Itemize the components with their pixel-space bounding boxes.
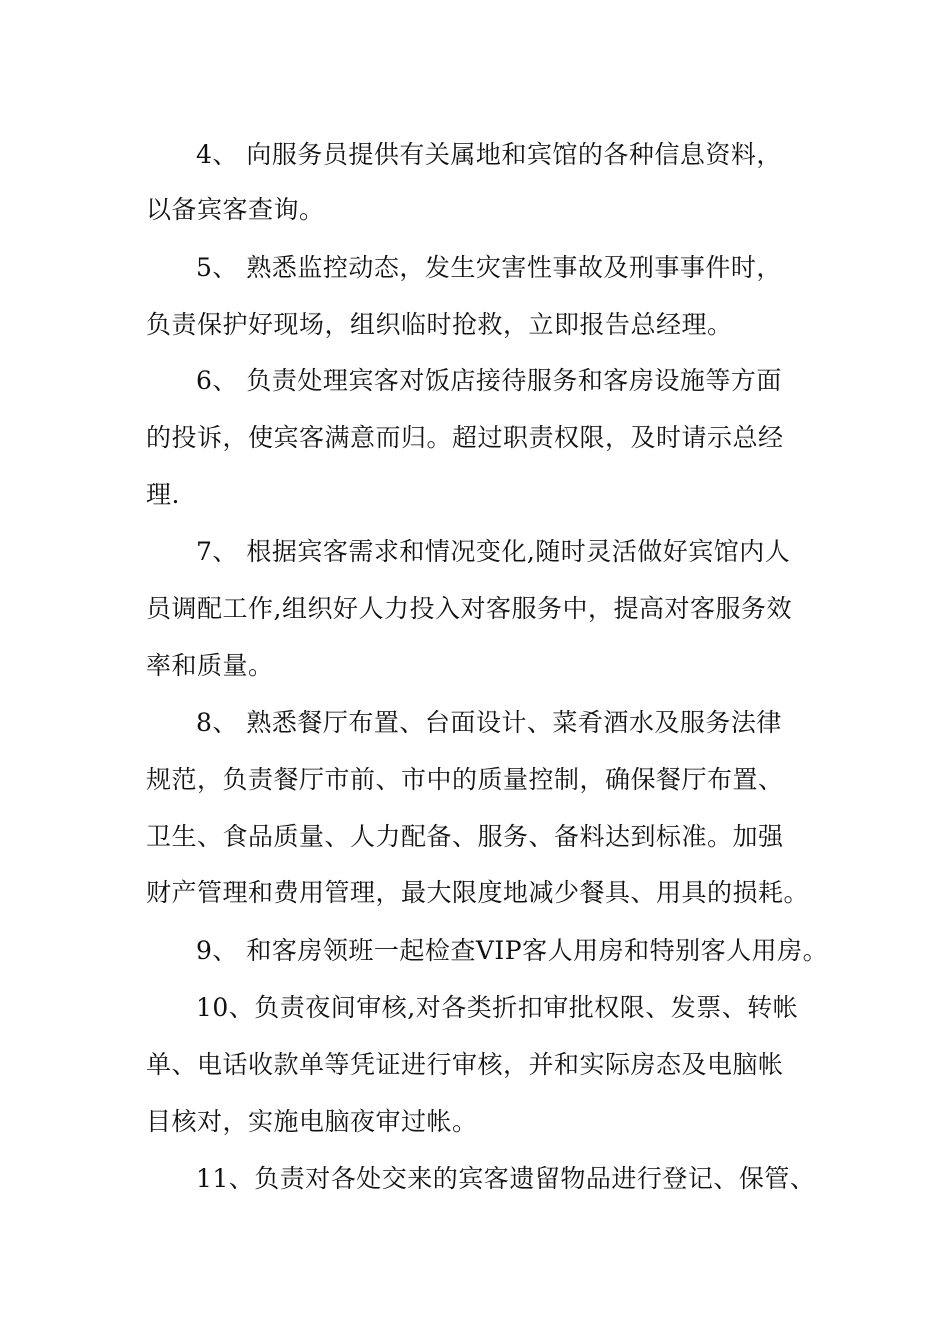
item-8-line-1: 8、 熟悉餐厅布置、台面设计、菜肴酒水及服务法律 xyxy=(196,708,782,737)
item-11-line-1: 11、负责对各处交来的宾客遗留物品进行登记、保管、 xyxy=(196,1164,816,1193)
item-10-line-2: 单、电话收款单等凭证进行审核，并和实际房态及电脑帐 xyxy=(146,1050,784,1079)
item-9-line-1: 9、 和客房领班一起检查VIP客人用房和特别客人用房。 xyxy=(196,936,829,965)
item-6-line-2: 的投诉，使宾客满意而归。超过职责权限，及时请示总经 xyxy=(146,423,784,452)
item-6-line-3: 理. xyxy=(146,480,180,509)
item-7-line-2: 员调配工作,组织好人力投入对客服务中，提高对客服务效 xyxy=(146,594,792,623)
item-7-line-3: 率和质量。 xyxy=(146,651,274,680)
item-8-line-3: 卫生、食品质量、人力配备、服务、备料达到标准。加强 xyxy=(146,822,784,851)
item-5-line-1: 5、 熟悉监控动态，发生灾害性事故及刑事事件时， xyxy=(196,253,782,282)
item-5-line-2: 负责保护好现场，组织临时抢救，立即报告总经理。 xyxy=(146,310,733,339)
item-7-line-1: 7、 根据宾客需求和情况变化,随时灵活做好宾馆内人 xyxy=(196,537,791,566)
item-10-line-1: 10、负责夜间审核,对各类折扣审批权限、发票、转帐 xyxy=(196,993,799,1022)
item-4-line-1: 4、 向服务员提供有关属地和宾馆的各种信息资料， xyxy=(196,140,782,169)
item-8-line-2: 规范，负责餐厅市前、市中的质量控制，确保餐厅布置、 xyxy=(146,765,784,794)
item-4-line-2: 以备宾客查询。 xyxy=(146,195,325,224)
item-6-line-1: 6、 负责处理宾客对饭店接待服务和客房设施等方面 xyxy=(196,366,782,395)
item-10-line-3: 目核对，实施电脑夜审过帐。 xyxy=(146,1107,478,1136)
item-8-line-4: 财产管理和费用管理，最大限度地减少餐具、用具的损耗。 xyxy=(146,878,810,907)
